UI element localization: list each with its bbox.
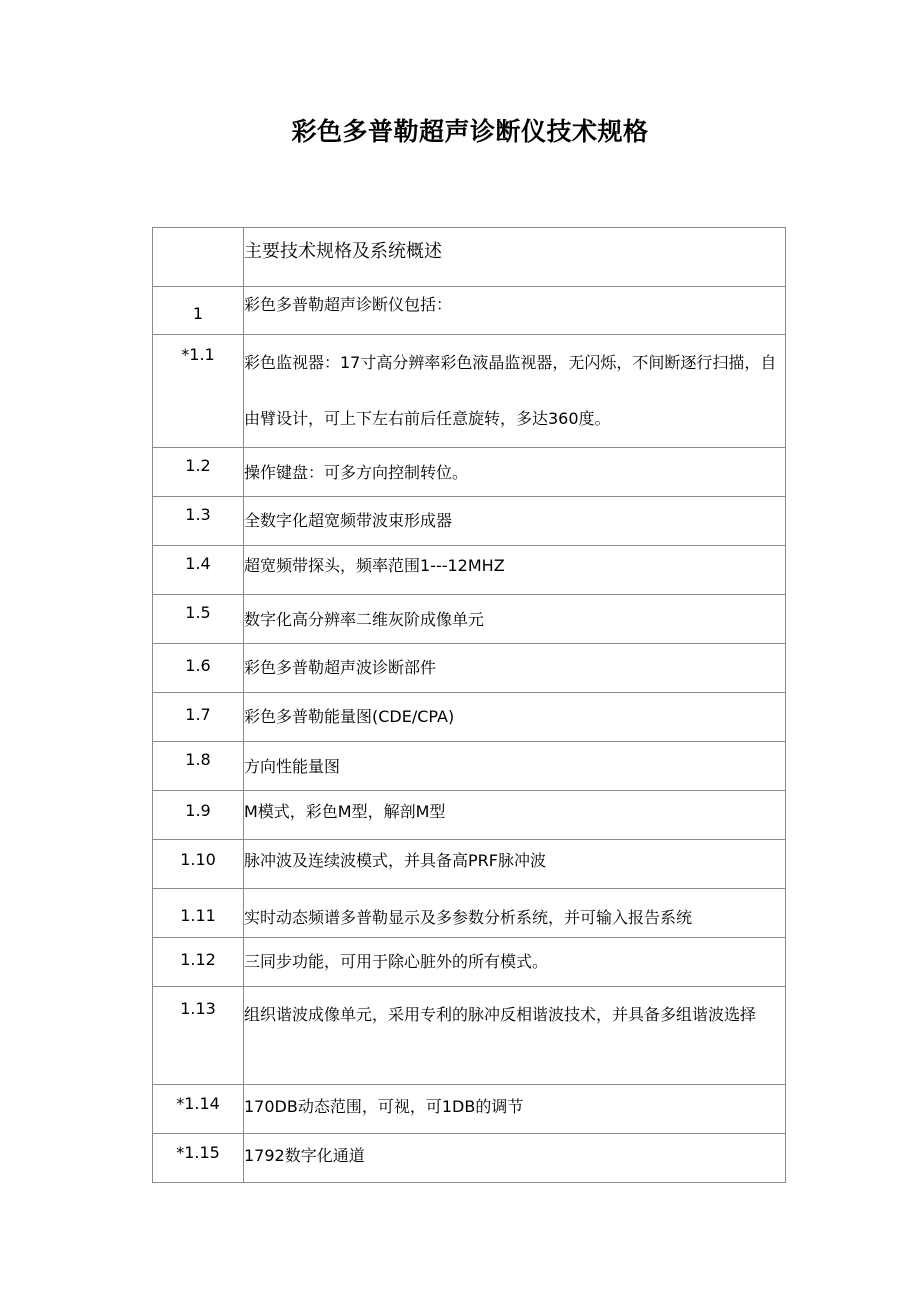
item-number: *1.1 [181,345,215,364]
table-row [153,448,786,497]
item-text: 操作键盘：可多方向控制转位。 [244,463,469,482]
item-number: 1.11 [180,906,216,925]
table-row [153,335,786,448]
item-text: 彩色多普勒能量图(CDE/CPA) [244,707,455,726]
item-text: 彩色监视器：17寸高分辨率彩色液晶监视器，无闪烁，不间断逐行扫描，自由臂设计，可上下左右前后任意旋转，多达360度。 [244,353,777,428]
item-number: 1.6 [185,656,211,675]
item-text: 彩色多普勒超声诊断仪包括： [244,295,453,314]
spec-table [152,227,786,1183]
item-number: 1.2 [185,456,211,475]
item-text: 三同步功能，可用于除心脏外的所有模式。 [244,952,549,971]
table-row [153,546,786,595]
item-number: 1.10 [180,850,216,869]
item-number: 1.13 [180,999,216,1018]
document-title: 彩色多普勒超声诊断仪技术规格 [291,117,649,146]
item-text: 组织谐波成像单元，采用专利的脉冲反相谐波技术，并具备多组谐波选择 [244,1005,757,1024]
table-row [153,693,786,742]
table-row [153,987,786,1085]
table-row [153,938,786,987]
item-number: 1.9 [185,801,211,820]
item-number: 1.7 [185,705,211,724]
item-number: 1.5 [185,603,211,622]
item-text: 彩色多普勒超声波诊断部件 [244,658,437,677]
table-row [153,1085,786,1134]
item-text: 脉冲波及连续波模式，并具备高PRF脉冲波 [244,851,546,870]
item-text: 方向性能量图 [244,757,341,776]
item-text: 数字化高分辨率二维灰阶成像单元 [244,610,485,629]
table-header-row [153,228,786,287]
table-row [153,791,786,840]
item-number: 1 [192,304,204,323]
item-text: 实时动态频谱多普勒显示及多参数分析系统，并可输入报告系统 [244,908,693,927]
item-number: *1.14 [176,1094,220,1113]
item-number: 1.4 [185,554,211,573]
header-text-cell [244,228,786,287]
table-row [153,595,786,644]
table-row [153,497,786,546]
table-row [153,742,786,791]
item-text: 超宽频带探头，频率范围1---12MHZ [244,556,505,575]
table-row [153,644,786,693]
item-number: 1.3 [185,505,211,524]
header-text: 主要技术规格及系统概述 [244,241,442,262]
header-number-cell [153,228,244,287]
item-number: *1.15 [176,1143,220,1162]
item-text: 全数字化超宽频带波束形成器 [244,511,453,530]
table-row [153,287,786,335]
table-row [153,889,786,938]
item-text: 170DB动态范围，可视，可1DB的调节 [244,1097,524,1116]
table-row [153,840,786,889]
item-text: M模式，彩色M型，解剖M型 [244,802,446,821]
item-text: 1792数字化通道 [244,1146,365,1165]
table-row [153,1134,786,1183]
item-number: 1.12 [180,950,216,969]
item-number: 1.8 [185,750,211,769]
